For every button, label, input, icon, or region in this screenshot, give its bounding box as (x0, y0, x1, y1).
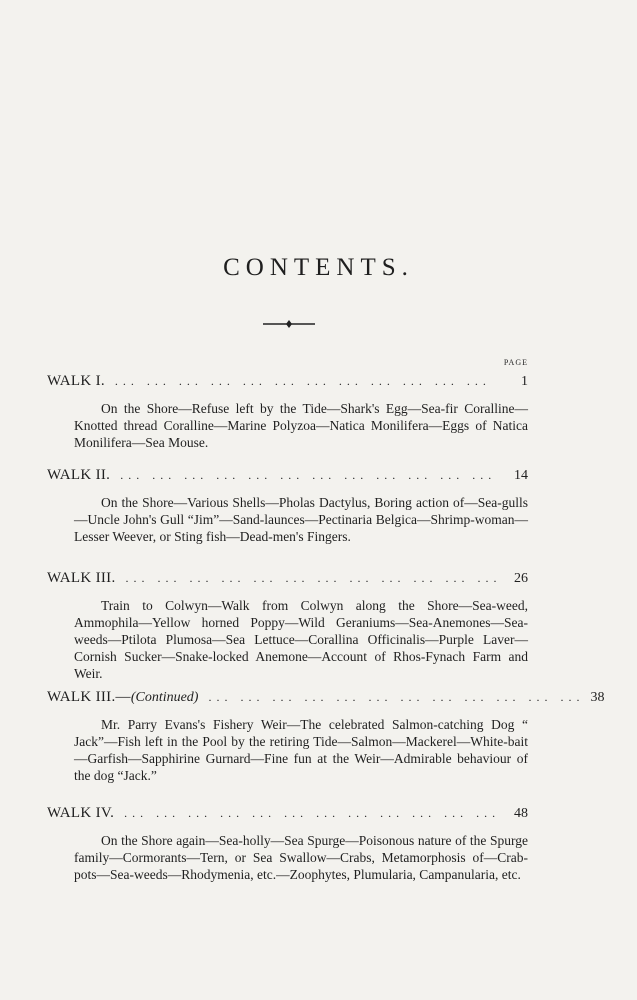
entry-subtitle: (Continued) (130, 690, 199, 705)
entry-heading-line (47, 805, 528, 822)
entry-description: Train to Colwyn—Walk from Colwyn along the Shore—Sea-weed, Ammophila—Yellow horned Poppy—Wild Geraniums—Sea-Anemones—Sea-weeds—Ptilota Plumosa—Sea Lettuce—Corallina Officinalis—Purple Laver—Cornish Sucker—Snake-locked Anemone—Account of Rhos-Fynach Farm and Weir. (74, 598, 528, 681)
leader-dots: ... ... ... ... ... ... ... ... ... ... ... ... (114, 374, 491, 388)
ornament-rule (261, 318, 317, 330)
leader-dots: ... ... ... ... ... ... ... ... ... ... ... ... (124, 806, 501, 820)
contents-entry (47, 373, 528, 451)
leader-dots: ... ... ... ... ... ... ... ... ... ... ... ... (125, 571, 502, 585)
leader-dots: ... ... ... ... ... ... ... ... ... ... ... ... (208, 690, 585, 704)
entry-title: WALK III. (47, 570, 116, 586)
entry-title: WALK III.— (47, 689, 131, 705)
entry-page-number: 1 (521, 374, 528, 389)
page-column-heading: PAGE (503, 358, 528, 367)
entry-heading-line (47, 373, 528, 390)
page-title: CONTENTS. (223, 254, 414, 281)
entry-description: On the Shore again—Sea-holly—Sea Spurge—Poisonous nature of the Spurge family—Cormorants—Tern, or Sea Swallow—Crabs, Metamorphosis of—Crab-pots—Sea-weeds—Rhodymenia, etc.—Zoophytes, Plumularia, Campanularia, etc. (74, 833, 528, 882)
contents-entry (47, 570, 528, 682)
entry-page-number: 26 (514, 571, 528, 586)
leader-dots: ... ... ... ... ... ... ... ... ... ... ... ... (120, 468, 497, 482)
entry-heading-line (47, 689, 605, 706)
entry-page-number: 14 (514, 468, 528, 483)
entry-title: WALK IV. (47, 805, 115, 821)
entry-page-number: 48 (514, 806, 528, 821)
entry-description: On the Shore—Various Shells—Pholas Dactylus, Boring action of—Sea-gulls—Uncle John's Gull “Jim”—Sand-launces—Pectinaria Belgica—Shrimp-woman—Lesser Weever, or Sting fish—Dead-men's Fingers. (74, 495, 528, 544)
entry-title: WALK I. (47, 373, 105, 389)
contents-entry (47, 805, 528, 883)
entry-description: Mr. Parry Evans's Fishery Weir—The celebrated Salmon-catching Dog “ Jack”—Fish left in the Pool by the retiring Tide—Salmon—Mackerel—White-bait—Garfish—Sapphirine Gurnard—Fine fun at the Weir—Admirable behaviour of the dog “Jack.” (74, 717, 528, 783)
entry-heading-line (47, 570, 528, 587)
contents-entry (47, 689, 605, 784)
entry-page-number: 38 (590, 690, 605, 705)
contents-entry (47, 467, 528, 545)
entry-heading-line (47, 467, 528, 484)
entry-title: WALK II. (47, 467, 111, 483)
entry-description: On the Shore—Refuse left by the Tide—Shark's Egg—Sea-fir Coralline—Knotted thread Coralline—Marine Polyzoa—Natica Monilifera—Eggs of Natica Monilifera—Sea Mouse. (74, 401, 528, 450)
